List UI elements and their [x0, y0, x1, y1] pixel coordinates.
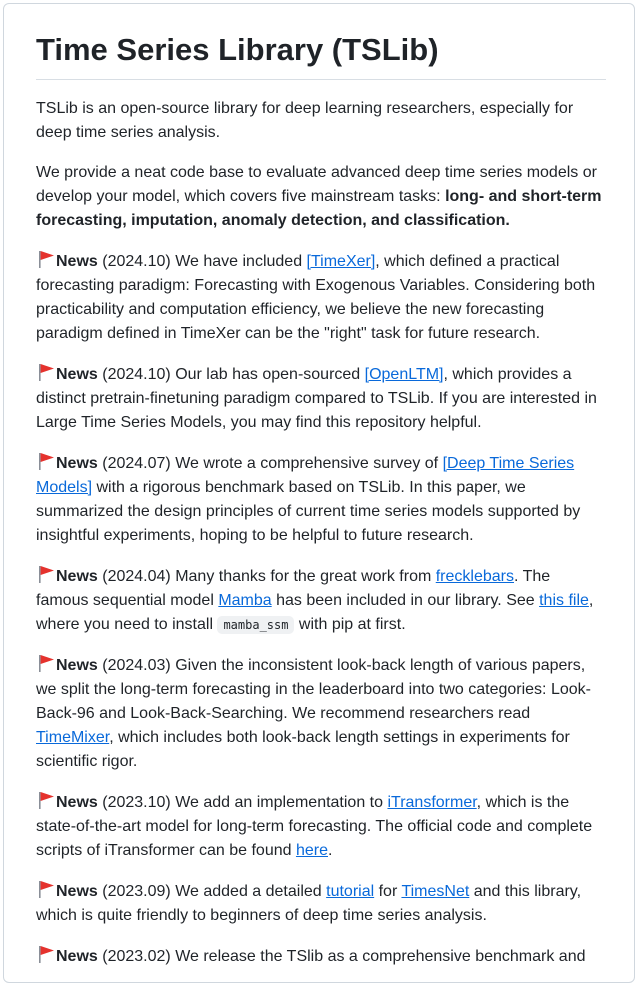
openltm-link[interactable]: [OpenLTM]	[364, 366, 444, 383]
news-label: News	[56, 794, 98, 811]
news-label: News	[56, 883, 98, 900]
this-file-link[interactable]: this file	[539, 592, 589, 609]
news-text: We added a detailed	[175, 883, 327, 900]
news-text: with a rigorous benchmark based on TSLib. In this paper, we summarized the design principles of current time series models supported by insightful experiments, hoping to be helpful to future research.	[36, 479, 581, 544]
triangular-flag-icon	[36, 944, 56, 964]
news-text: , where you need to install	[36, 592, 594, 633]
news-item	[36, 653, 606, 774]
news-item	[36, 944, 606, 969]
news-item	[36, 249, 606, 346]
news-text: , which is the state-of-the-art model for long-term forecasting. The official code and complete scripts of iTransformer can be found	[36, 794, 593, 859]
news-label: News	[56, 253, 98, 270]
news-text: has been included in our library. See	[271, 592, 540, 609]
provide-text: We provide a neat code base to evaluate advanced deep time series models or develop your model, which covers five mainstream tasks:	[36, 164, 597, 205]
news-text: , which provides a distinct pretrain-finetuning paradigm compared to TSLib. If you are interested in Large Time Series Models, you may find this repository helpful.	[36, 366, 597, 431]
news-text: We wrote a comprehensive survey of	[175, 455, 443, 472]
news-text: Many thanks for the great work from	[175, 568, 436, 585]
news-text: and this library, which is quite friendly to beginners of deep time series analysis.	[36, 883, 582, 924]
news-label: News	[56, 568, 98, 585]
here-link[interactable]: here	[295, 842, 328, 859]
timemixer-link[interactable]: TimeMixer	[36, 729, 110, 746]
readme-content	[36, 0, 606, 969]
news-date: (2023.02)	[97, 948, 176, 965]
page-title: Time Series Library (TSLib)	[36, 0, 606, 80]
news-item	[36, 790, 606, 863]
tutorial-link[interactable]: tutorial	[326, 883, 375, 900]
news-label: News	[56, 455, 98, 472]
triangular-flag-icon	[36, 362, 56, 382]
news-date: (2023.09)	[97, 883, 176, 900]
news-text: We have included	[175, 253, 307, 270]
triangular-flag-icon	[36, 790, 56, 810]
news-date: (2023.10)	[97, 794, 176, 811]
news-text: .	[328, 842, 333, 859]
provide-paragraph	[36, 161, 606, 233]
intro-paragraph: TSLib is an open-source library for deep learning researchers, especially for deep time series analysis.	[36, 100, 574, 141]
news-text: We add an implementation to	[175, 794, 388, 811]
triangular-flag-icon	[36, 653, 56, 673]
news-date: (2024.04)	[97, 568, 176, 585]
triangular-flag-icon	[36, 879, 56, 899]
news-item	[36, 451, 606, 548]
news-date: (2024.10)	[97, 366, 176, 383]
news-item	[36, 879, 606, 928]
triangular-flag-icon	[36, 564, 56, 584]
news-label: News	[56, 657, 98, 674]
news-label: News	[56, 366, 98, 383]
news-item	[36, 564, 606, 637]
inline-code: mamba_ssm	[217, 616, 294, 634]
tasks-text: long- and short-term forecasting, imputation, anomaly detection, and classification.	[36, 188, 602, 229]
news-text: Our lab has open-sourced	[175, 366, 365, 383]
news-text: . The famous sequential model	[36, 568, 551, 609]
news-date: (2024.03)	[97, 657, 176, 674]
news-text: , which includes both look-back length settings in experiments for scientific rigor.	[36, 729, 570, 770]
mamba-link[interactable]: Mamba	[218, 592, 272, 609]
news-item	[36, 362, 606, 435]
news-label: News	[56, 948, 98, 965]
itransformer-link[interactable]: iTransformer	[387, 794, 477, 811]
timesnet-link[interactable]: TimesNet	[401, 883, 470, 900]
news-date: (2024.10)	[97, 253, 176, 270]
deep-time-series-models-link[interactable]: [Deep Time Series Models]	[36, 455, 575, 496]
news-date: (2024.07)	[97, 455, 176, 472]
frecklebars-link[interactable]: frecklebars	[435, 568, 514, 585]
news-text: with pip at first.	[294, 616, 406, 633]
triangular-flag-icon	[36, 451, 56, 471]
timexer-link[interactable]: [TimeXer]	[306, 253, 376, 270]
news-text: Given the inconsistent look-back length of various papers, we split the long-term forecasting in the leaderboard into two categories: Look-Back-96 and Look-Back-Searching. We recommend researchers read	[36, 657, 591, 722]
triangular-flag-icon	[36, 249, 56, 269]
news-text: , which defined a practical forecasting paradigm: Forecasting with Exogenous Variables. Considering both practicability and computation efficiency, we believe the new forecasting paradigm defined in TimeXer can be the "right" task for future research.	[36, 253, 596, 342]
news-text: We release the TSlib as a comprehensive benchmark and	[175, 948, 586, 965]
news-text: for	[374, 883, 402, 900]
